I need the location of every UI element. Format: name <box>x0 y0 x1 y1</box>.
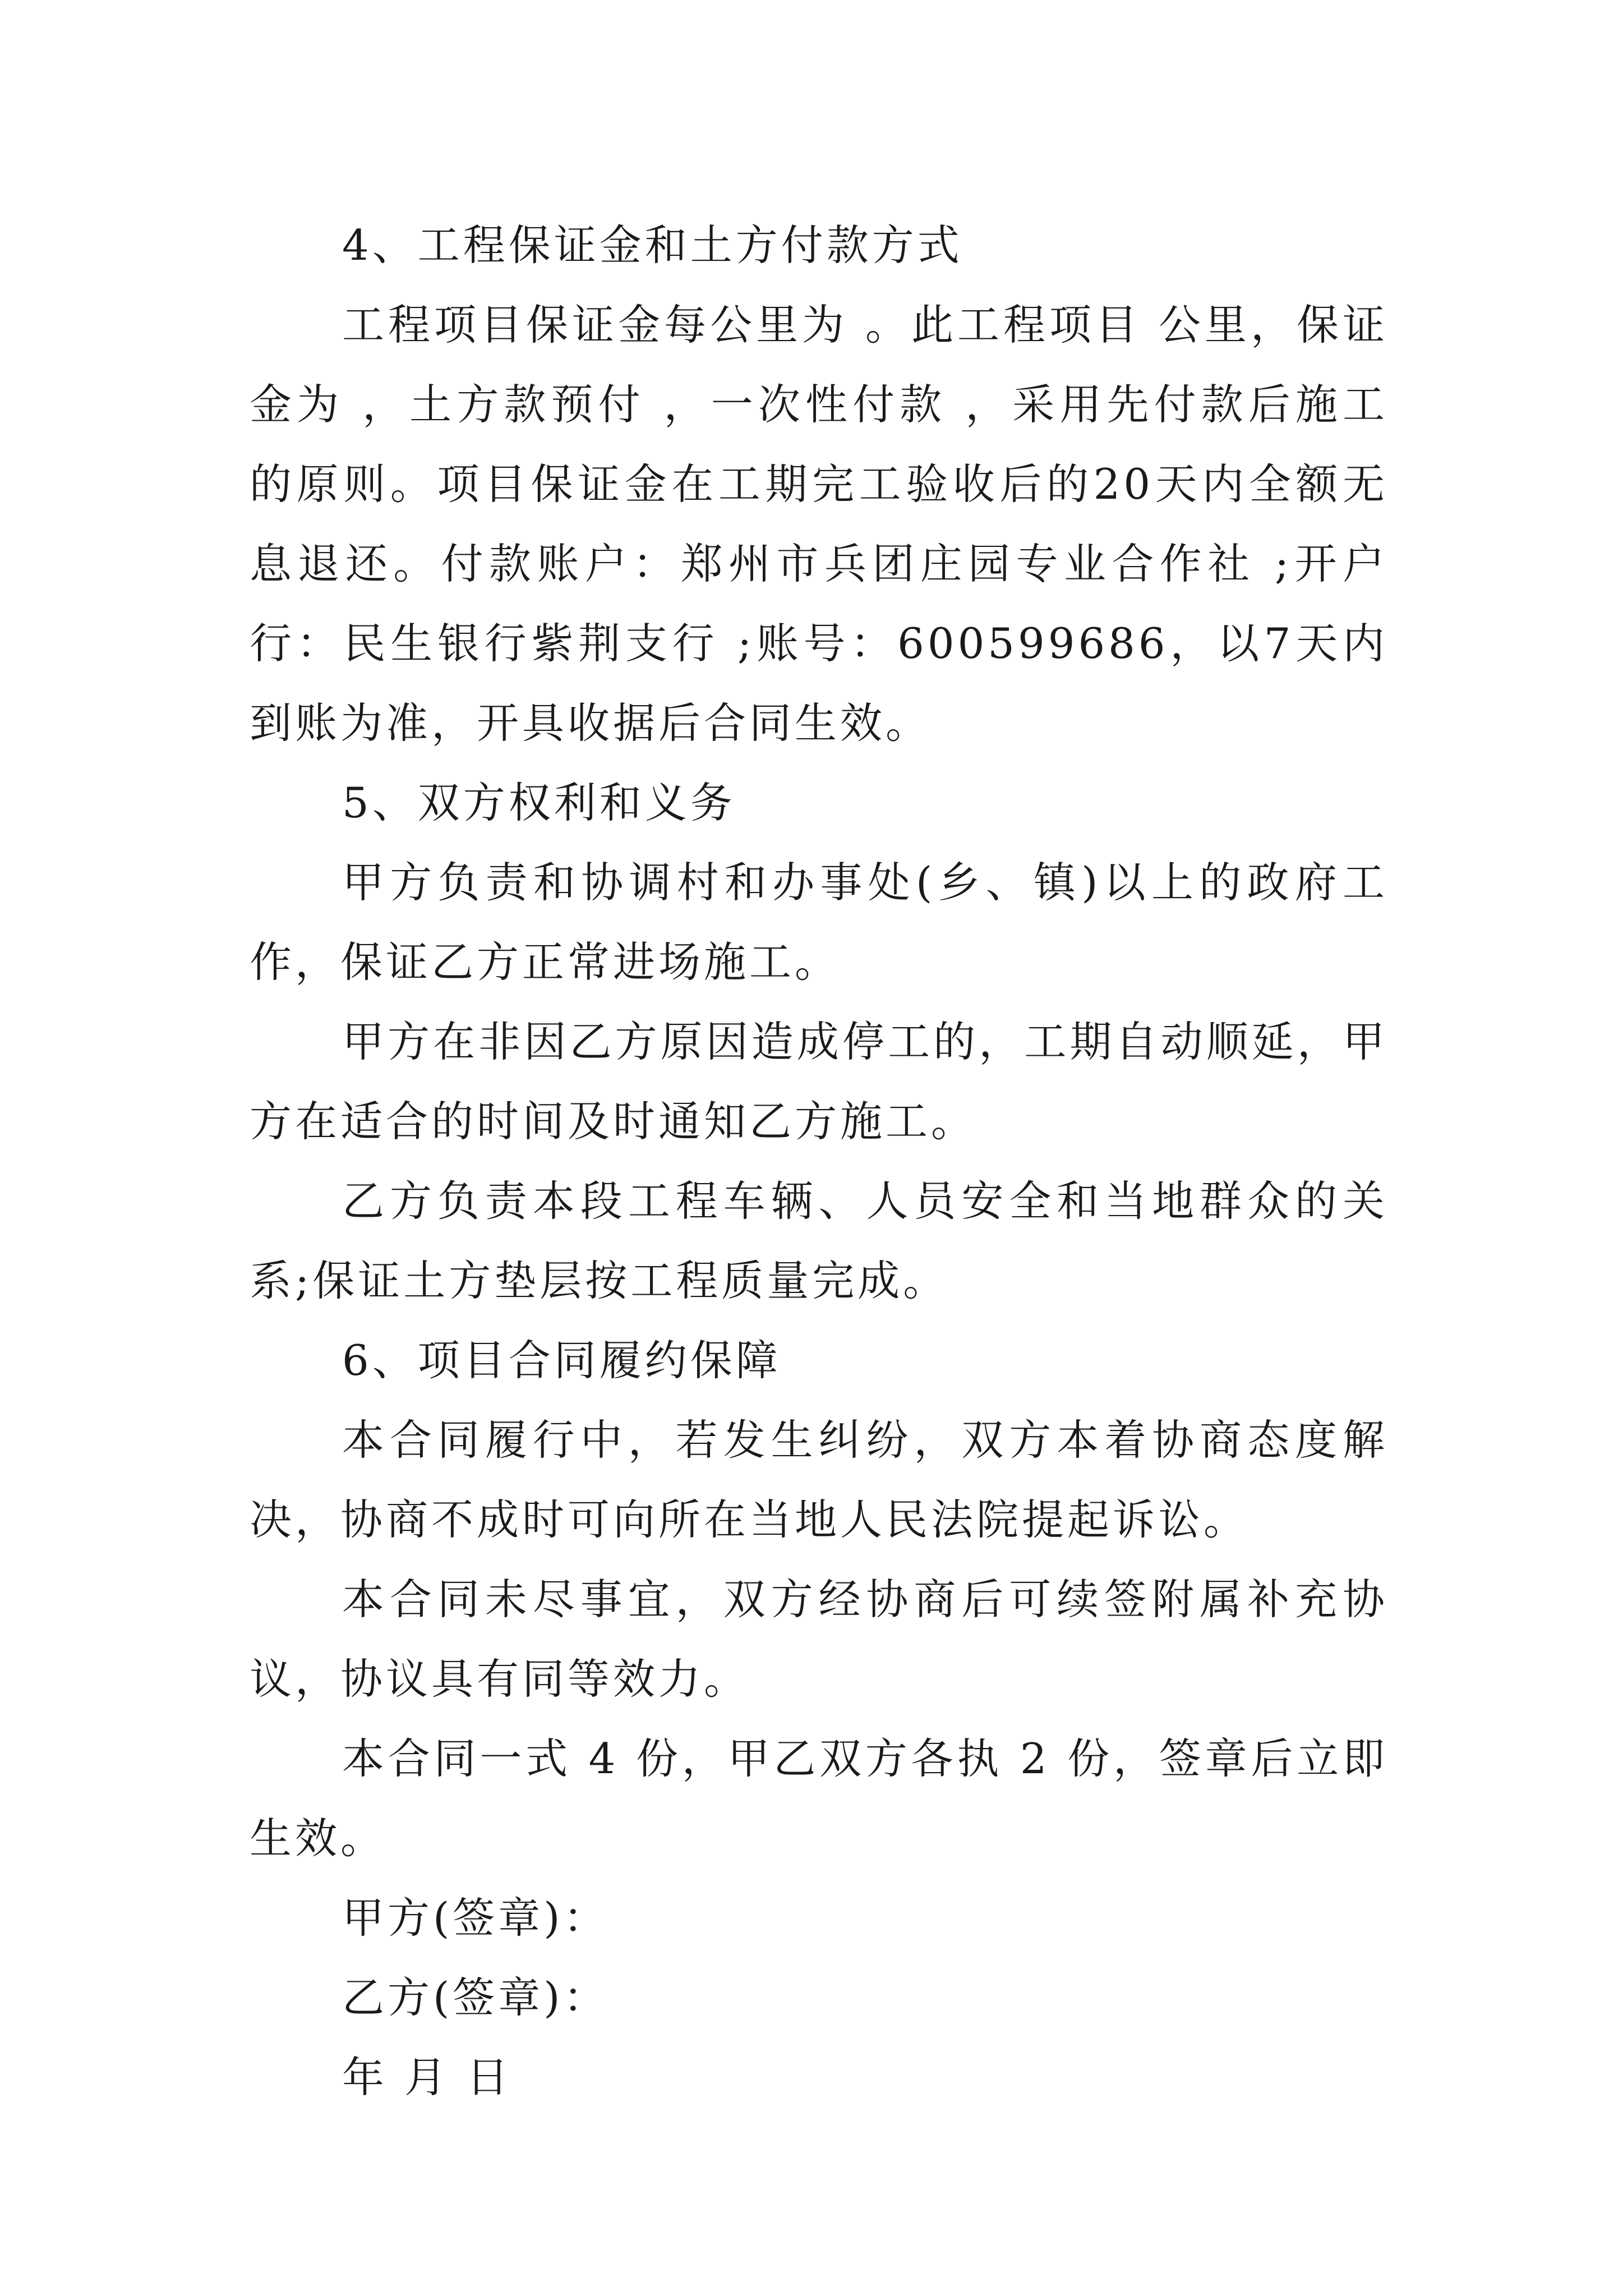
signature-date: 年 月 日 <box>342 2053 512 2102</box>
section-4-heading: 4、工程保证金和土方付款方式 <box>342 220 963 270</box>
document-body <box>250 205 1388 2117</box>
section-6-heading: 6、项目合同履约保障 <box>342 1336 781 1385</box>
party-b-signature: 乙方(签章)： <box>342 1973 609 2022</box>
section-5-paragraph-3: 乙方负责本段工程车辆、人员安全和当地群众的关系;保证土方垫层按工程质量完成。 <box>250 1176 1388 1305</box>
section-4-paragraph-1: 工程项目保证金每公里为 。此工程项目 公里，保证金为 ，土方款预付 ，一次性付款 ，采用先付款后施工的原则。项目保证金在工期完工验收后的20天内全额无息退还。付款账户：郑州市兵团庄园专业合作社 ;开户行：民生银行紫荆支行 ;账号：600599686，以7天内到账为准，开具收据后合同生效。 <box>250 300 1388 748</box>
party-a-signature: 甲方(签章)： <box>342 1893 609 1943</box>
section-6-paragraph-2: 本合同未尽事宜，双方经协商后可续签附属补充协议，协议具有同等效力。 <box>250 1575 1388 1704</box>
section-5-heading: 5、双方权利和义务 <box>342 778 736 827</box>
section-5-paragraph-2: 甲方在非因乙方原因造成停工的，工期自动顺延，甲方在适合的时间及时通知乙方施工。 <box>250 1017 1388 1146</box>
section-6-paragraph-3: 本合同一式 4 份，甲乙双方各执 2 份，签章后立即生效。 <box>250 1734 1388 1863</box>
section-6-paragraph-1: 本合同履行中，若发生纠纷，双方本着协商态度解决，协商不成时可向所在当地人民法院提起诉讼。 <box>250 1415 1388 1544</box>
section-5-paragraph-1: 甲方负责和协调村和办事处(乡、镇)以上的政府工作，保证乙方正常进场施工。 <box>250 858 1388 987</box>
